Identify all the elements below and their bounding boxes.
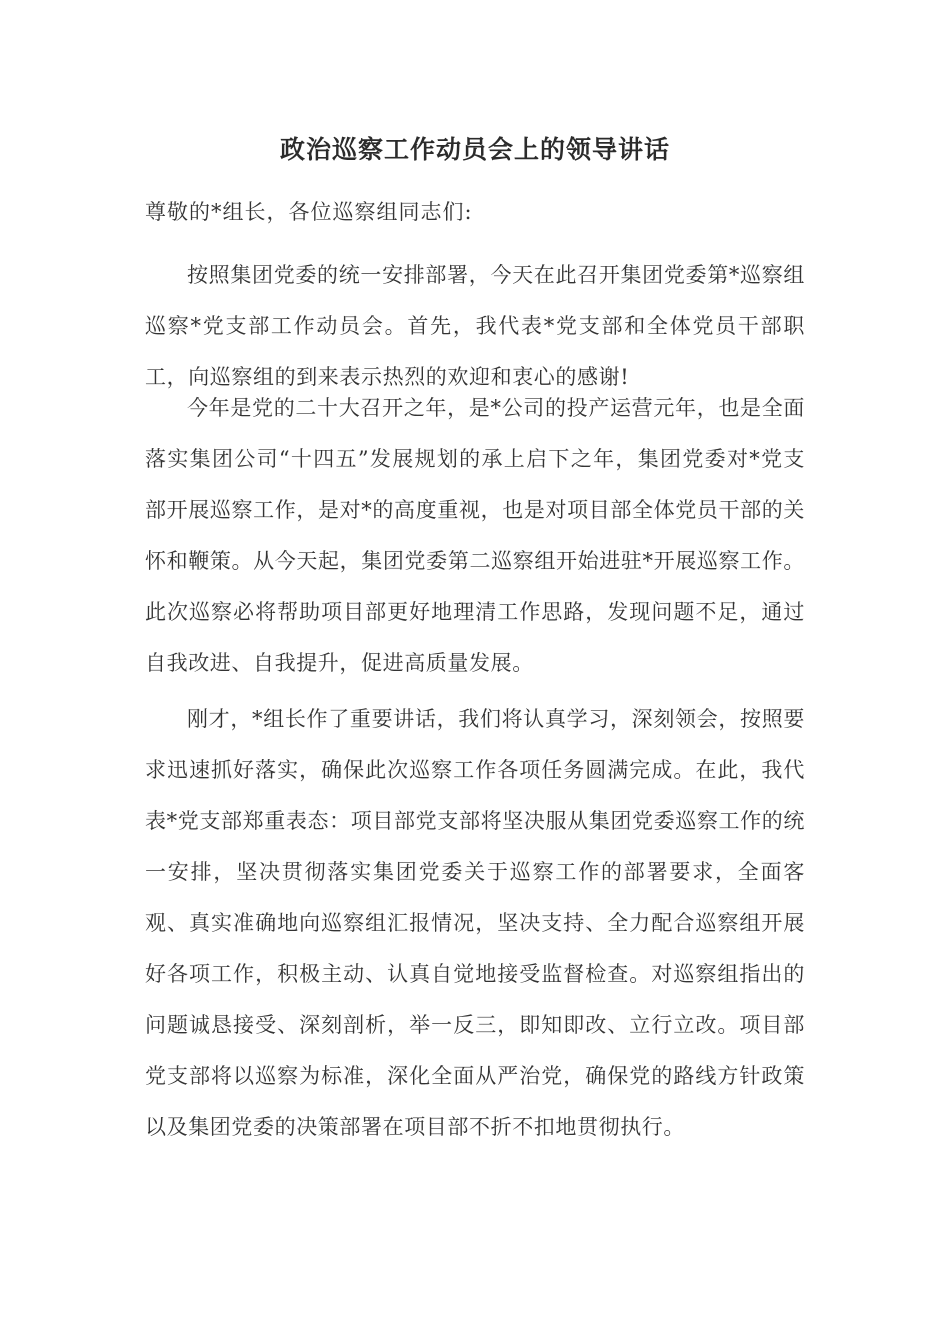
- paragraph-2: 今年是党的二十大召开之年，是*公司的投产运营元年，也是全面落实集团公司“十四五”发展规划的承上启下之年，集团党委对*党支部开展巡察工作，是对*的高度重视，也是对项目部全体党员干部的关怀和鞭策。从今天起，集团党委第二巡察组开始进驻*开展巡察工作。此次巡察必将帮助项目部更好地理清工作思路，发现问题不足，通过自我改进、自我提升，促进高质量发展。: [145, 396, 805, 675]
- paragraph-3: 刚才，*组长作了重要讲话，我们将认真学习，深刻领会，按照要求迅速抓好落实，确保此次巡察工作各项任务圆满完成。在此，我代表*党支部郑重表态：项目部党支部将坚决服从集团党委巡察工作的统一安排，坚决贯彻落实集团党委关于巡察工作的部署要求，全面客观、真实准确地向巡察组汇报情况，坚决支持、全力配合巡察组开展好各项工作，积极主动、认真自觉地接受监督检查。对巡察组指出的问题诚恳接受、深刻剖析，举一反三，即知即改、立行立改。项目部党支部将以巡察为标准，深化全面从严治党，确保党的路线方针政策以及集团党委的决策部署在项目部不折不扣地贯彻执行。: [145, 707, 805, 1139]
- salutation: 尊敬的*组长，各位巡察组同志们:: [145, 200, 473, 224]
- paragraph-1: 按照集团党委的统一安排部署，今天在此召开集团党委第*巡察组巡察*党支部工作动员会。首先，我代表*党支部和全体党员干部职工，向巡察组的到来表示热烈的欢迎和衷心的感谢!: [145, 263, 805, 389]
- page-title: 政治巡察工作动员会上的领导讲话: [279, 135, 670, 164]
